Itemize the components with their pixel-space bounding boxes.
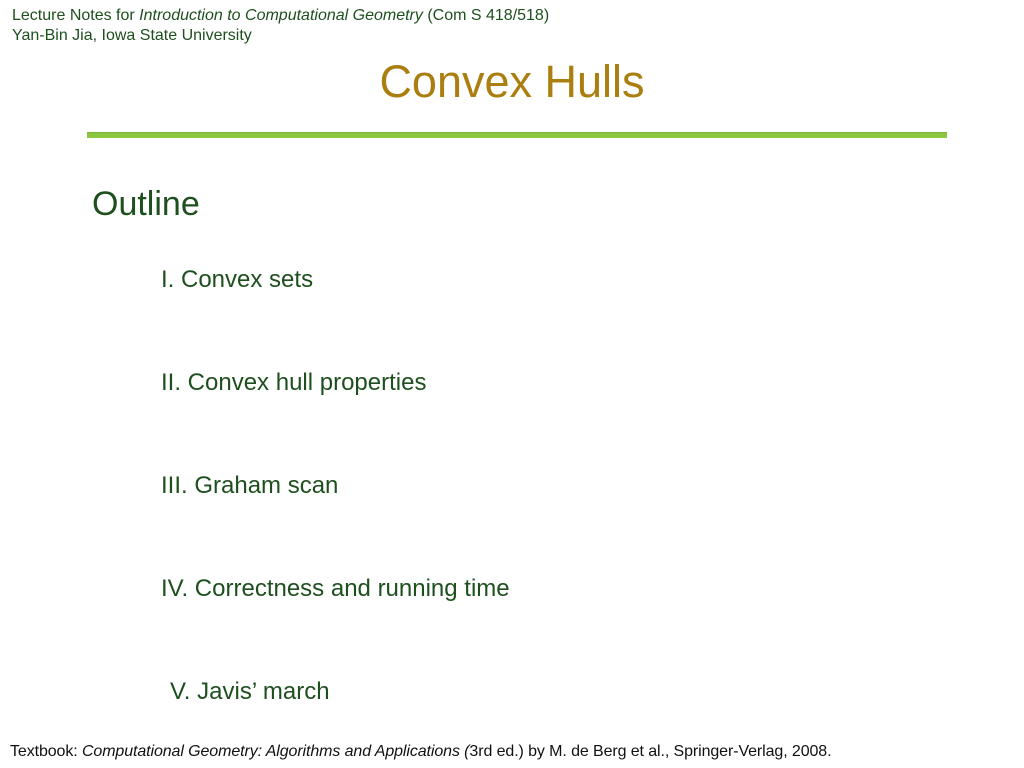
footer-prefix: Textbook: (10, 743, 82, 760)
outline-item-2: II. Convex hull properties (161, 369, 427, 396)
outline-heading: Outline (92, 185, 200, 223)
outline-item-5: V. Javis’ march (170, 678, 330, 705)
header-line2-author: Yan-Bin Jia, Iowa State University (12, 27, 252, 44)
slide-title: Convex Hulls (379, 56, 645, 107)
footer-book-title: Computational Geometry: Algorithms and Applications ( (81, 743, 470, 760)
header-line1-prefix: Lecture Notes for (12, 7, 140, 24)
textbook-footer (10, 742, 831, 762)
outline-item-3: III. Graham scan (161, 472, 339, 499)
header-line1 (12, 6, 549, 26)
header-course-name: Introduction to Computational Geometry (139, 7, 423, 24)
outline-item-1: I. Convex sets (161, 266, 314, 293)
lecture-header (12, 6, 549, 46)
outline-item-4: IV. Correctness and running time (161, 575, 510, 602)
header-line1-suffix: (Com S 418/518) (422, 7, 550, 24)
footer-suffix: 3rd ed.) by M. de Berg et al., Springer-Verlag, 2008. (469, 743, 832, 760)
title-divider-line (87, 132, 947, 138)
